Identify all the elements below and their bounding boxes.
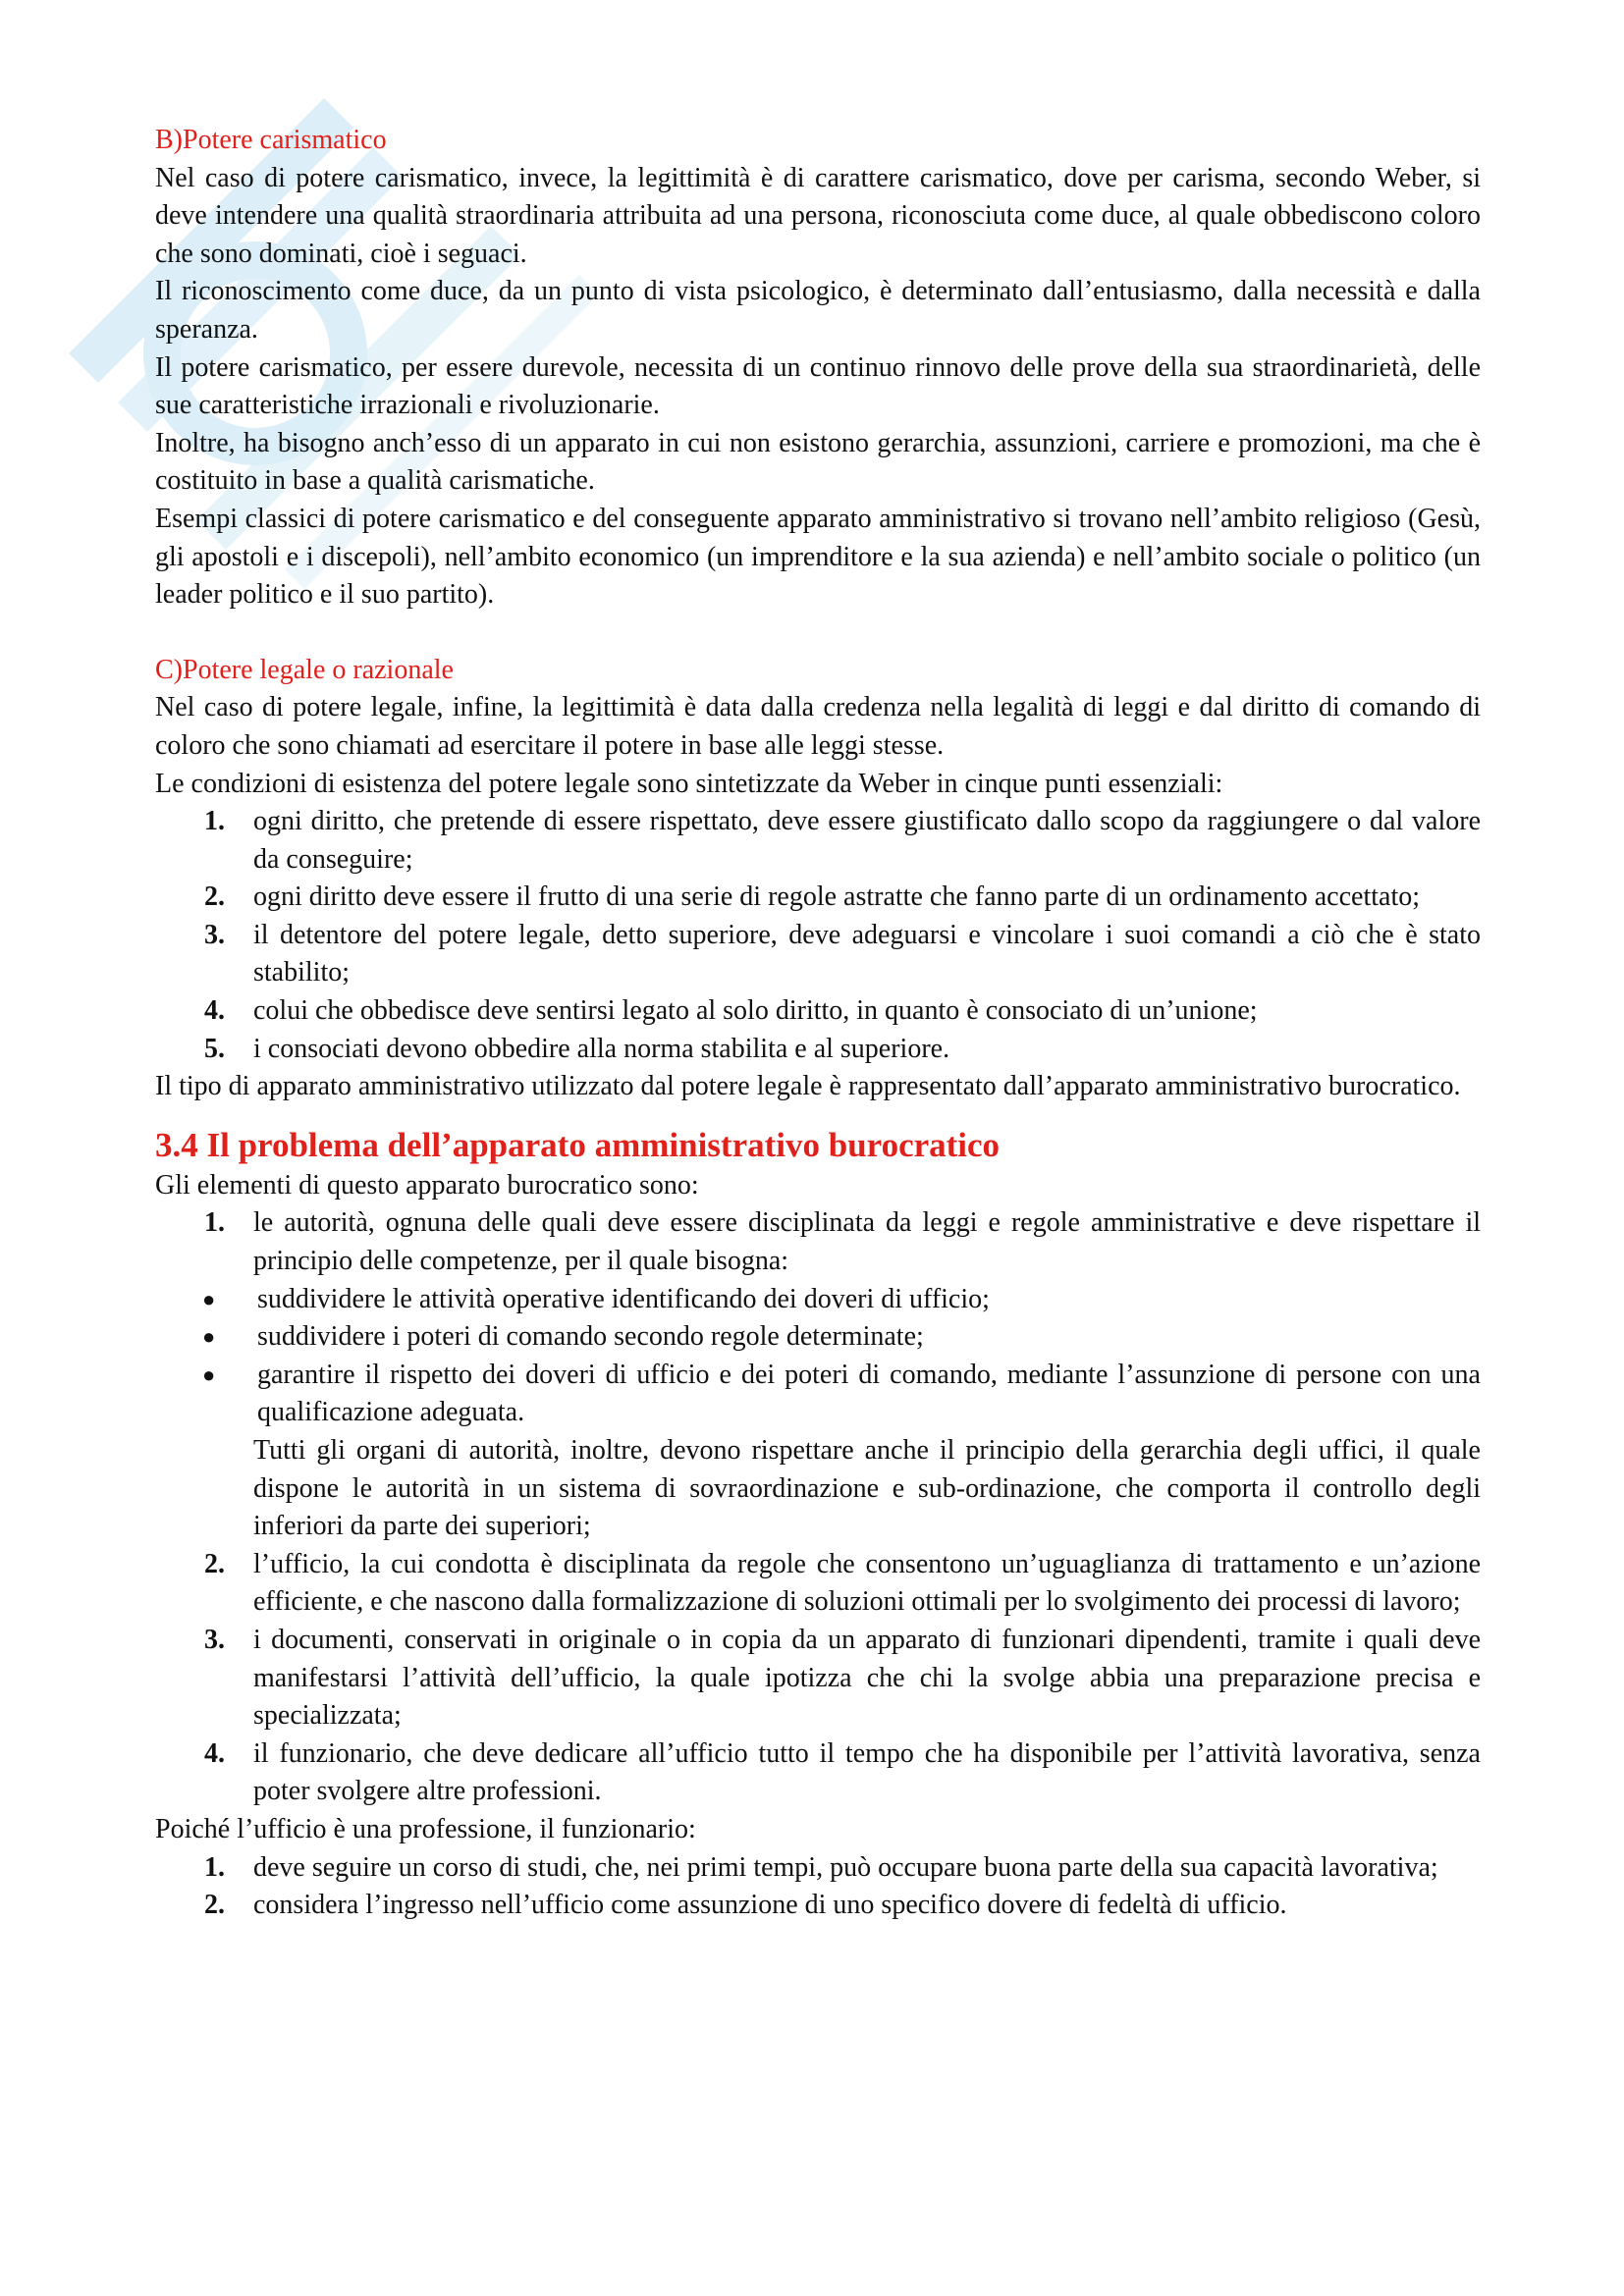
- section-c-paragraph: Nel caso di potere legale, infine, la legittimità è data dalla credenza nella legalità di leggi e dal diritto di comando di coloro che sono chiamati ad esercitare il potere in base alle leggi stesse.: [155, 692, 1481, 761]
- list-item-text: ogni diritto deve essere il frutto di una serie di regole astratte che fanno parte di un ordinamento accettato;: [253, 881, 1421, 913]
- list-item: [155, 1622, 1481, 1735]
- bullet-item: [155, 1357, 1481, 1432]
- list-item-text: i consociati devono obbedire alla norma stabilita e al superiore.: [253, 1033, 950, 1064]
- list-item: [155, 992, 1481, 1031]
- bullet-item: [155, 1318, 1481, 1357]
- section-3-4-intro: Gli elementi di questo apparato burocratico sono:: [155, 1169, 699, 1201]
- list-item-number: 2.: [204, 1890, 225, 1921]
- list-item-continuation: Tutti gli organi di autorità, inoltre, devono rispettare anche il principio della gerarchia degli uffici, il quale dispone le autorità in un sistema di sovraordinazione e sub-ordinazione, che comporta il controllo degli inferiori da parte dei superiori;: [253, 1435, 1481, 1542]
- bullet-item: [155, 1281, 1481, 1319]
- list-item: [155, 917, 1481, 992]
- document-content: [155, 122, 1481, 1925]
- list-item: [155, 1204, 1481, 1280]
- section-b-paragraph: Nel caso di potere carismatico, invece, la legittimità è di carattere carismatico, dove per carisma, secondo Weber, si deve intendere una qualità straordinaria attribuita ad una persona, riconosciuta come duce, al quale obbediscono coloro che sono dominati, cioè i seguaci.: [155, 162, 1481, 269]
- list-item: [155, 1546, 1481, 1622]
- section-c-heading: C)Potere legale o razionale: [155, 654, 454, 685]
- bullet-text: suddividere le attività operative identificando dei doveri di ufficio;: [257, 1283, 990, 1314]
- list-item-text: deve seguire un corso di studi, che, nei primi tempi, può occupare buona parte della sua capacità lavorativa;: [253, 1851, 1438, 1883]
- list-item-number: 3.: [204, 919, 225, 950]
- section-b-heading: B)Potere carismatico: [155, 125, 387, 155]
- list-item-number: 2.: [204, 1548, 225, 1579]
- list-item: [155, 1849, 1481, 1888]
- section-b-paragraph: Esempi classici di potere carismatico e del conseguente apparato amministrativo si trovano nell’ambito religioso (Gesù, gli apostoli e i discepoli), nell’ambito economico (un imprenditore e la sua azienda) e nell’ambito sociale o politico (un leader politico e il suo partito).: [155, 503, 1481, 611]
- list-item-text: considera l’ingresso nell’ufficio come assunzione di uno specifico dovere di fedeltà di ufficio.: [253, 1890, 1287, 1921]
- list-item-text: il funzionario, che deve dedicare all’ufficio tutto il tempo che ha disponibile per l’attività lavorativa, senza poter svolgere altre professioni.: [253, 1737, 1481, 1807]
- section-b-paragraph: Il potere carismatico, per essere durevole, necessita di un continuo rinnovo delle prove della sua straordinarietà, delle sue caratteristiche irrazionali e rivoluzionarie.: [155, 351, 1481, 421]
- list-item-number: 1.: [204, 806, 225, 837]
- competence-principle-bullets: [155, 1281, 1481, 1432]
- list-item: [155, 879, 1481, 917]
- list-item-number: 1.: [204, 1207, 225, 1239]
- list-item-number: 4.: [204, 1737, 225, 1769]
- list-item-text: le autorità, ognuna delle quali deve essere disciplinata da leggi e regole amministrative e deve rispettare il principio delle competenze, per il quale bisogna:: [253, 1207, 1481, 1277]
- list-item-number: 3.: [204, 1624, 225, 1655]
- section-3-4-heading: 3.4 Il problema dell’apparato amministrativo burocratico: [155, 1125, 1001, 1164]
- list-item-number: 5.: [204, 1033, 225, 1064]
- legal-power-conditions-list: [155, 803, 1481, 1068]
- list-item: [155, 1735, 1481, 1811]
- bullet-text: garantire il rispetto dei doveri di ufficio e dei poteri di comando, mediante l’assunzione di persone con una qualificazione adeguata.: [257, 1359, 1481, 1428]
- list-item-text: il detentore del potere legale, detto superiore, deve adeguarsi e vincolare i suoi comandi a ciò che è stato stabilito;: [253, 919, 1481, 988]
- list-item-text: colui che obbedisce deve sentirsi legato al solo diritto, in quanto è consociato di un’unione;: [253, 995, 1258, 1027]
- list-item-number: 4.: [204, 995, 225, 1027]
- bullet-dot-icon: ●: [202, 1324, 216, 1350]
- list-item-text: l’ufficio, la cui condotta è disciplinata da regole che consentono un’uguaglianza di trattamento e un’azione efficiente, e che nascono dalla formalizzazione di soluzioni ottimali per lo svolgimento dei processi di lavoro;: [253, 1548, 1481, 1618]
- funzionario-list: [155, 1849, 1481, 1925]
- bureaucratic-elements-list-continued: [155, 1546, 1481, 1811]
- list-item-number: 2.: [204, 881, 225, 913]
- bullet-dot-icon: ●: [202, 1362, 216, 1387]
- list-item: [155, 1031, 1481, 1069]
- list-item-number: 1.: [204, 1851, 225, 1883]
- list-item: [155, 803, 1481, 879]
- list-item-text: ogni diritto, che pretende di essere rispettato, deve essere giustificato dallo scopo da raggiungere o dal valore da conseguire;: [253, 806, 1481, 875]
- section-c-paragraph: Le condizioni di esistenza del potere legale sono sintetizzate da Weber in cinque punti essenziali:: [155, 768, 1223, 799]
- list-item-text: i documenti, conservati in originale o in copia da un apparato di funzionari dipendenti, tramite i quali deve manifestarsi l’attività dell’ufficio, la quale ipotizza che chi la svolge abbia una preparazione precisa e specializzata;: [253, 1624, 1481, 1732]
- bureaucratic-elements-list: [155, 1204, 1481, 1280]
- section-b-paragraph: Il riconoscimento come duce, da un punto di vista psicologico, è determinato dall’entusiasmo, dalla necessità e dalla speranza.: [155, 276, 1481, 345]
- bullet-text: suddividere i poteri di comando secondo regole determinate;: [257, 1321, 924, 1353]
- section-c-closing: Il tipo di apparato amministrativo utilizzato dal potere legale è rappresentato dall’apparato amministrativo burocratico.: [155, 1071, 1461, 1102]
- funzionario-intro: Poiché l’ufficio è una professione, il funzionario:: [155, 1813, 696, 1844]
- section-b-paragraph: Inoltre, ha bisogno anch’esso di un apparato in cui non esistono gerarchia, assunzioni, carriere e promozioni, ma che è costituito in base a qualità carismatiche.: [155, 427, 1481, 497]
- bullet-dot-icon: ●: [202, 1286, 216, 1311]
- list-item: [155, 1887, 1481, 1925]
